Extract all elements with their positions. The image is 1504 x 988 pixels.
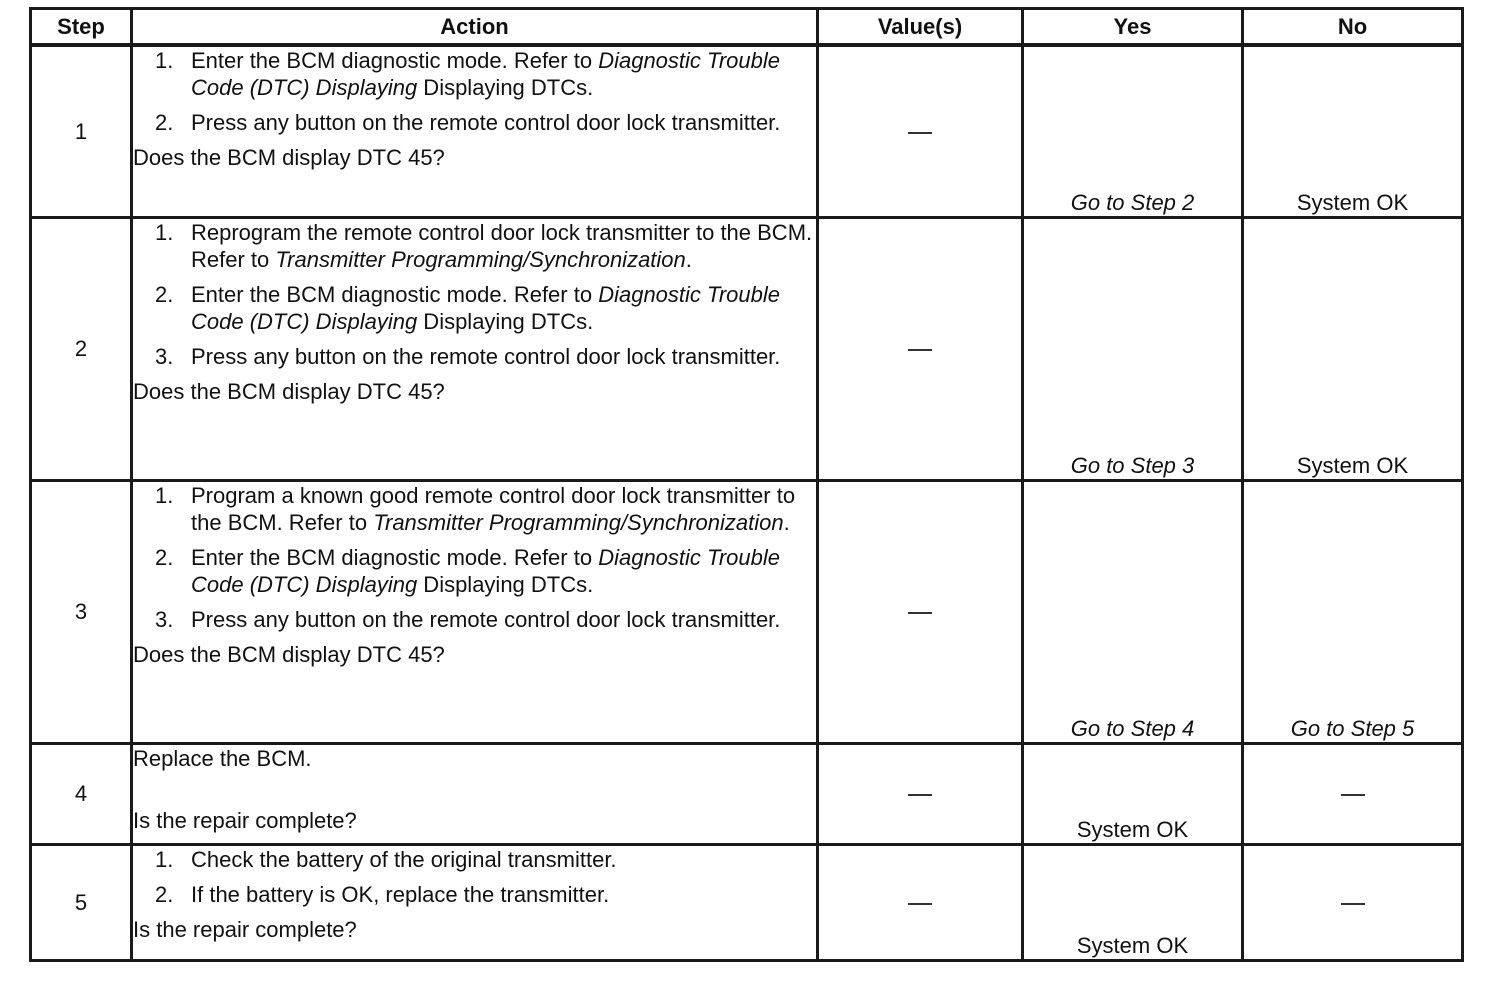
yes-cell <box>1023 217 1243 480</box>
table-body <box>31 45 1463 960</box>
header-values: Value(s) <box>818 9 1023 46</box>
yes-cell <box>1023 743 1243 844</box>
step-index: 1. <box>155 219 174 245</box>
step-index: 1. <box>155 48 174 73</box>
action-step <box>133 281 816 335</box>
step-text: Enter the BCM diagnostic mode. Refer to <box>191 544 599 570</box>
step-number: 3 <box>31 480 132 743</box>
action-question: Does the BCM display DTC 45? <box>133 145 445 170</box>
step-text: Enter the BCM diagnostic mode. Refer to <box>191 281 599 307</box>
diagnostic-table <box>29 7 1464 962</box>
cell-text: Go to Step 3 <box>1070 452 1195 478</box>
header-step: Step <box>31 9 132 46</box>
step-text: Displaying DTCs. <box>417 75 594 100</box>
action-step <box>133 47 816 101</box>
step-number: 5 <box>31 844 132 960</box>
cell-text: Go to Step 2 <box>1070 189 1195 215</box>
action-steps <box>133 482 816 633</box>
action-question: Is the repair complete? <box>133 916 357 942</box>
step-text: Press any button on the remote control door lock transmitter. <box>191 606 781 632</box>
step-index: 1. <box>155 482 174 508</box>
action-cell <box>132 45 818 217</box>
step-number: 1 <box>31 45 132 217</box>
yes-cell <box>1023 480 1243 743</box>
step-number: 2 <box>31 217 132 480</box>
dash-mark <box>908 612 932 614</box>
step-index: 2. <box>155 110 174 135</box>
action-step <box>133 846 816 873</box>
step-index: 2. <box>155 881 174 907</box>
step-index: 1. <box>155 846 174 872</box>
action-steps <box>133 47 816 136</box>
action-cell <box>132 844 818 960</box>
cell-text: System OK <box>1296 452 1409 478</box>
cell-text: System OK <box>1296 189 1409 215</box>
table-row <box>31 480 1463 743</box>
yes-cell <box>1023 45 1243 217</box>
action-cell <box>132 480 818 743</box>
action-step <box>133 482 816 536</box>
step-number: 4 <box>31 743 132 844</box>
value-cell <box>818 480 1023 743</box>
table-row <box>31 217 1463 480</box>
step-text: Reprogram the remote control door lock transmitter to the BCM. Refer to <box>191 219 813 272</box>
step-text: Displaying DTCs. <box>417 571 594 597</box>
action-intro: Replace the BCM. <box>133 745 312 771</box>
table-row <box>31 743 1463 844</box>
step-text: Displaying DTCs. <box>417 308 594 334</box>
action-question: Is the repair complete? <box>133 807 357 833</box>
step-text: . <box>685 246 692 272</box>
step-text: Press any button on the remote control door lock transmitter. <box>191 343 781 369</box>
reference-link-text: Diagnostic Trouble Code (DTC) Displaying <box>191 544 780 597</box>
action-question: Does the BCM display DTC 45? <box>133 378 445 404</box>
no-cell <box>1243 844 1463 960</box>
value-cell <box>818 844 1023 960</box>
action-step <box>133 544 816 598</box>
no-cell <box>1243 743 1463 844</box>
reference-link-text: Transmitter Programming/Synchronization <box>275 246 686 272</box>
reference-link-text: Diagnostic Trouble Code (DTC) Displaying <box>191 48 780 100</box>
cell-text: Go to Step 5 <box>1290 715 1415 741</box>
value-cell <box>818 217 1023 480</box>
step-index: 3. <box>155 343 174 369</box>
table-row <box>31 45 1463 217</box>
cell-text: Go to Step 4 <box>1070 715 1195 741</box>
no-cell <box>1243 217 1463 480</box>
header-yes: Yes <box>1023 9 1243 46</box>
header-row <box>31 9 1463 46</box>
action-question: Does the BCM display DTC 45? <box>133 641 445 667</box>
yes-cell <box>1023 844 1243 960</box>
cell-text: System OK <box>1076 816 1189 842</box>
header-no: No <box>1243 9 1463 46</box>
step-text: Program a known good remote control door lock transmitter to the BCM. Refer to <box>191 482 796 535</box>
no-cell <box>1243 45 1463 217</box>
step-text: Press any button on the remote control door lock transmitter. <box>191 110 781 135</box>
dash-mark <box>1341 903 1365 905</box>
cell-text: System OK <box>1076 932 1189 958</box>
reference-link-text: Diagnostic Trouble Code (DTC) Displaying <box>191 281 780 334</box>
step-text: Enter the BCM diagnostic mode. Refer to <box>191 48 599 73</box>
action-cell <box>132 217 818 480</box>
dash-mark <box>908 794 932 796</box>
step-text: If the battery is OK, replace the transmitter. <box>191 881 610 907</box>
action-cell <box>132 743 818 844</box>
value-cell <box>818 743 1023 844</box>
action-steps <box>133 219 816 370</box>
step-index: 2. <box>155 544 174 570</box>
no-cell <box>1243 480 1463 743</box>
header-action: Action <box>132 9 818 46</box>
action-step <box>133 606 816 633</box>
step-text: . <box>783 509 790 535</box>
action-steps <box>133 846 816 908</box>
action-step <box>133 109 816 136</box>
step-text: Check the battery of the original transmitter. <box>191 846 617 872</box>
action-step <box>133 343 816 370</box>
step-index: 3. <box>155 606 174 632</box>
action-step <box>133 219 816 273</box>
value-cell <box>818 45 1023 217</box>
table-row <box>31 844 1463 960</box>
reference-link-text: Transmitter Programming/Synchronization <box>373 509 784 535</box>
dash-mark <box>908 903 932 905</box>
step-index: 2. <box>155 281 174 307</box>
dash-mark <box>1341 794 1365 796</box>
action-step <box>133 881 816 908</box>
dash-mark <box>908 349 932 351</box>
dash-mark <box>908 132 932 134</box>
